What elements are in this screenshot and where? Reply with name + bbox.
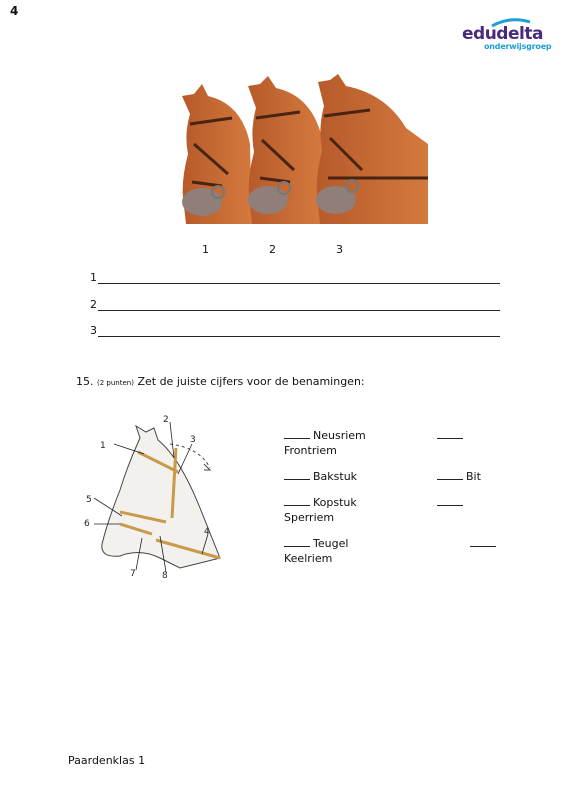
- answer-line-3[interactable]: [90, 323, 500, 337]
- answer-line-1[interactable]: [90, 270, 500, 284]
- horse-head-1: [182, 84, 252, 224]
- three-horse-heads-image: [172, 74, 428, 224]
- question-number: 15.: [76, 375, 94, 388]
- diagram-label-8: 8: [162, 571, 168, 580]
- question-points: (2 punten): [97, 379, 134, 387]
- edudelta-logo: [462, 16, 554, 50]
- logo-brand: edudelta: [462, 24, 543, 44]
- term-bakstuk[interactable]: Bakstuk: [284, 469, 357, 484]
- term-bit[interactable]: Bit: [437, 469, 481, 484]
- page-footer: Paardenklas 1: [68, 754, 146, 767]
- term-keelriem-blank[interactable]: [470, 536, 499, 551]
- term-sperriem-blank[interactable]: [437, 495, 466, 510]
- bridle-diagram: [80, 408, 230, 580]
- term-frontriem-blank[interactable]: [437, 428, 466, 443]
- diagram-label-4: 4: [204, 527, 210, 537]
- answer-line-2[interactable]: [90, 297, 500, 311]
- question-15: [76, 375, 365, 388]
- horse-number-2: 2: [269, 243, 276, 256]
- horse-head-sketch: [102, 426, 220, 568]
- term-neusriem[interactable]: Neusriem: [284, 428, 366, 443]
- term-kopstuk[interactable]: Kopstuk: [284, 495, 357, 510]
- term-sperriem: Sperriem: [284, 511, 335, 524]
- diagram-label-1: 1: [100, 441, 106, 451]
- page-number: 4: [10, 4, 19, 18]
- term-frontriem: Frontriem: [284, 444, 337, 457]
- term-keelriem: Keelriem: [284, 552, 333, 565]
- diagram-label-3: 3: [190, 435, 196, 445]
- horse-head-3: [316, 74, 428, 224]
- answer-line-number: 2: [90, 298, 97, 311]
- horse-number-1: 1: [202, 243, 209, 256]
- horse-head-2: [248, 76, 322, 224]
- diagram-label-2: 2: [163, 415, 169, 425]
- term-teugel[interactable]: Teugel: [284, 536, 348, 551]
- question-text: Zet de juiste cijfers voor de benamingen:: [137, 375, 365, 388]
- diagram-label-6: 6: [84, 519, 90, 529]
- diagram-label-5: 5: [86, 495, 92, 505]
- answer-line-number: 1: [90, 271, 97, 284]
- logo-subtitle: onderwijsgroep: [484, 42, 552, 51]
- diagram-label-7: 7: [130, 569, 136, 579]
- answer-line-number: 3: [90, 324, 97, 337]
- horse-number-3: 3: [336, 243, 343, 256]
